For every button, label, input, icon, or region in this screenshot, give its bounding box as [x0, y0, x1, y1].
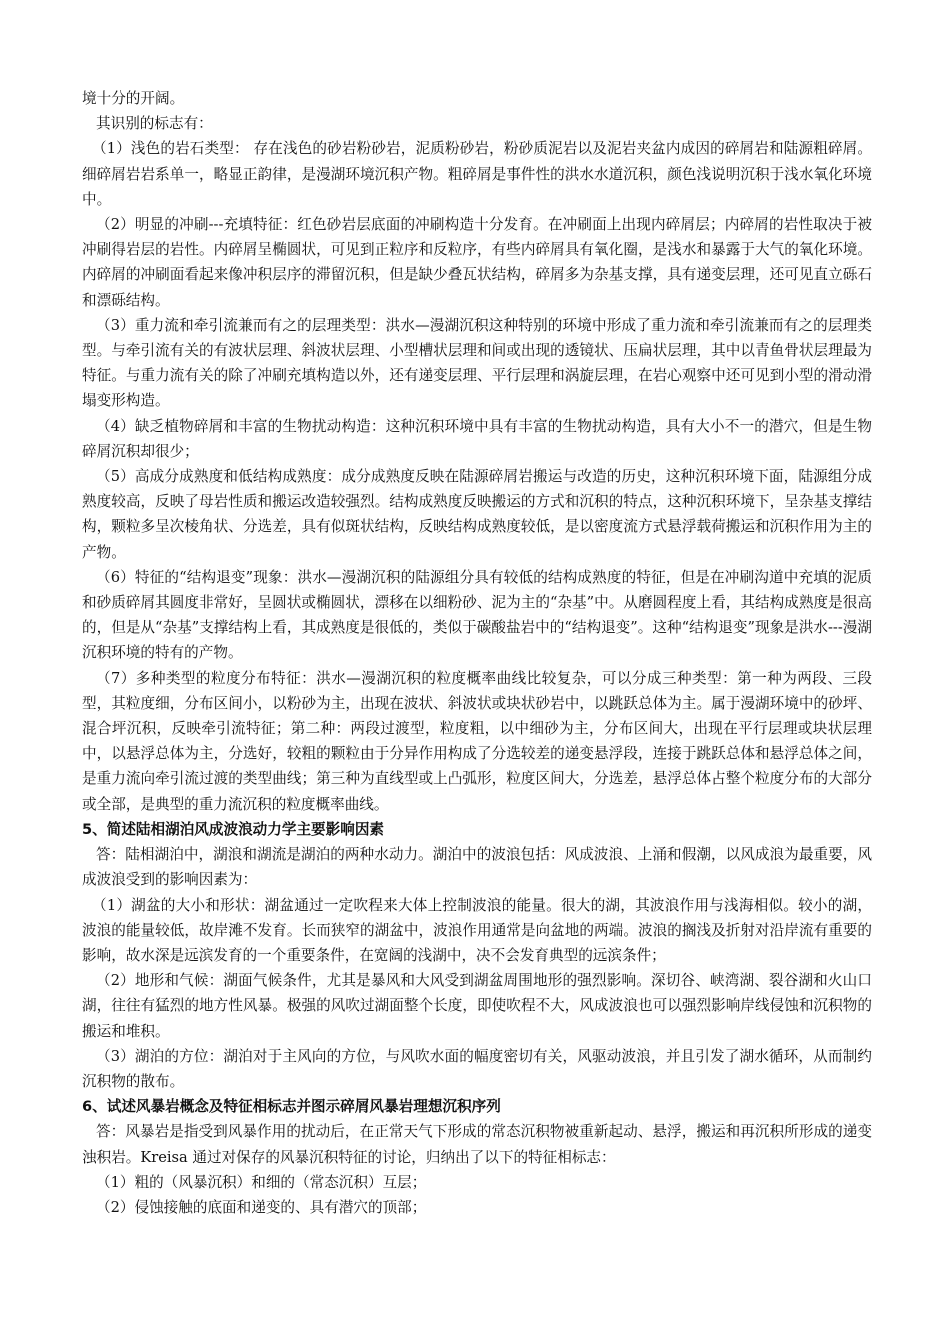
paragraph-feature-2: （2）侵蚀接触的底面和递变的、具有潜穴的顶部； [96, 1198, 427, 1216]
paragraph-item-5: （5）高成分成熟度和低结构成熟度：成分成熟度反映在陆源碎屑岩搬运与改造的历史，这种沉积环境下面，陆源组分成熟度较高，反映了母岩性质和搬运改造较强烈。结构成熟度反映搬运的方式和沉积的特点，这种沉积环境下，呈杂基支撑结构，颗粒多呈次棱角状、分选差，具有似斑状结构，反映结构成熟度较低，是以密度流方式悬浮载荷搬运和沉积作用为主的产物。 [82, 468, 872, 561]
answer-paragraph-5: 答：陆相湖泊中，湖浪和湖流是湖泊的两种水动力。湖泊中的波浪包括：风成波浪、上涌和假潮，以风成浪为最重要，风成波浪受到的影响因素为： [82, 846, 872, 889]
paragraph-item-3: （3）重力流和牵引流兼而有之的层理类型：洪水—漫湖沉积这种特别的环境中形成了重力流和牵引流兼而有之的层理类型。与牵引流有关的有波状层理、斜波状层理、小型槽状层理和间或出现的透镜状、压扁状层理，其中以青鱼骨状层理最为特征。与重力流有关的除了冲刷充填构造以外，还有递变层理、平行层理和涡旋层理，在岩心观察中还可见到小型的滑动滑塌变形构造。 [82, 316, 872, 410]
section-heading-6: 6、试述风暴岩概念及特征相标志并图示碎屑风暴岩理想沉积序列 [82, 1098, 501, 1116]
paragraph-item-1: （1）浅色的岩石类型： 存在浅色的砂岩粉砂岩，泥质粉砂岩，粉砂质泥岩以及泥岩夹盆内成因的碎屑岩和陆源粗碎屑。细碎屑岩岩系单一，略显正韵律，是漫湖环境沉积产物。粗碎屑是事件性的洪水水道沉积，颜色浅说明沉积于浅水氧化环境中。 [82, 140, 872, 208]
paragraph-continuation: 境十分的开阔。 [82, 90, 185, 107]
answer-paragraph-6: 答：风暴岩是指受到风暴作用的扰动后，在正常天气下形成的常态沉积物被重新起动、悬浮，搬运和再沉积所形成的递变浊积岩。Kreisa 通过对保存的风暴沉积特征的讨论，归纳出了以下的特征相标志： [82, 1123, 872, 1166]
paragraph-item-2: （2）明显的冲刷---充填特征：红色砂岩层底面的冲刷构造十分发育。在冲刷面上出现内碎屑层；内碎屑的岩性取决于被冲刷得岩层的岩性。内碎屑呈椭圆状，可见到正粒序和反粒序，有些内碎屑具有氧化圈，是浅水和暴露于大气的氧化环境。内碎屑的冲刷面看起来像冲积层序的滞留沉积，但是缺少叠瓦状结构，碎屑多为杂基支撑，具有递变层理，还可见直立砾石和漂砾结构。 [82, 216, 872, 309]
paragraph-lake-orientation: （3）湖泊的方位：湖泊对于主风向的方位，与风吹水面的幅度密切有关，风驱动波浪，并且引发了湖水循环，从而制约沉积物的散布。 [82, 1047, 872, 1090]
section-heading-5: 5、简述陆相湖泊风成波浪动力学主要影响因素 [82, 820, 385, 838]
paragraph-terrain-climate: （2）地形和气候：湖面气候条件，尤其是暴风和大风受到湖盆周围地形的强烈影响。深切谷、峡湾湖、裂谷湖和火山口湖，往往有猛烈的地方性风暴。极强的风吹过湖面整个长度，即使吹程不大，风成波浪也可以强烈影响岸线侵蚀和沉积物的搬运和堆积。 [82, 972, 872, 1040]
paragraph-lake-size: （1）湖盆的大小和形状：湖盆通过一定吹程来大体上控制波浪的能量。很大的湖，其波浪作用与浅海相似。较小的湖，波浪的能量较低，故岸滩不发育。长而狭窄的湖盆中，波浪作用通常是向盆地的两端。波浪的搁浅及折射对沿岸流有重要的影响，故水深是远滨发育的一个重要条件，在宽阔的浅湖中，决不会发育典型的远滨条件； [82, 896, 872, 964]
document-page [82, 86, 872, 1220]
paragraph-intro: 其识别的标志有： [96, 115, 213, 133]
paragraph-item-7: （7）多种类型的粒度分布特征：洪水—漫湖沉积的粒度概率曲线比较复杂，可以分成三种类型：第一种为两段、三段型，其粒度细，分布区间小，以粉砂为主，出现在波状、斜波状或块状砂岩中，以跳跃总体为主。属于漫湖环境中的砂坪、混合坪沉积，反映牵引流特征；第二种：两段过渡型，粒度粗，以中细砂为主，分布区间大，出现在平行层理或块状层理中，以悬浮总体为主，分选好，较粗的颗粒由于分异作用构成了分选较差的递变悬浮段，连接于跳跃总体和悬浮总体之间，是重力流向牵引流过渡的类型曲线；第三种为直线型或上凸弧形，粒度区间大，分选差，悬浮总体占整个粒度分布的大部分或全部，是典型的重力流沉积的粒度概率曲线。 [82, 669, 872, 813]
paragraph-feature-1: （1）粗的（风暴沉积）和细的（常态沉积）互层； [96, 1173, 427, 1191]
paragraph-item-6: （6）特征的“结构退变”现象：洪水—漫湖沉积的陆源组分具有较低的结构成熟度的特征，但是在冲刷沟道中充填的泥质和砂质碎屑其圆度非常好，呈圆状或椭圆状，漂移在以细粉砂、泥为主的“杂基”中。从磨圆程度上看，其结构成熟度是很高的，但是从“杂基”支撑结构上看，其成熟度是很低的，类似于碳酸盐岩中的“结构退变”。这种“结构退变”现象是洪水---漫湖沉积环境的特有的产物。 [82, 568, 872, 662]
paragraph-item-4: （4）缺乏植物碎屑和丰富的生物扰动构造：这种沉积环境中具有丰富的生物扰动构造，具有大小不一的潜穴，但是生物碎屑沉积却很少； [82, 417, 872, 460]
